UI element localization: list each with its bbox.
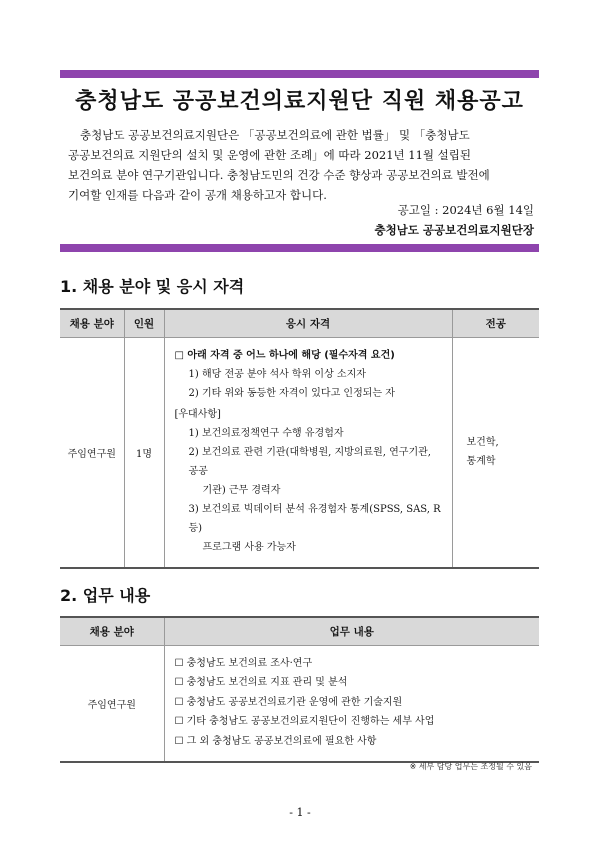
required-item: 1) 해당 전공 분야 석사 학위 이상 소지자 [188,368,366,380]
preference-heading: [우대사항] [174,408,221,420]
header-field: 채용 분야 [60,617,164,645]
duty-item: ☐ 그 외 충청남도 공공보건의료에 필요한 사항 [174,735,377,747]
announcement-date: 공고일 : 2024년 6월 14일 [397,203,534,217]
job-duties-table [60,616,539,763]
duty-item: ☐ 기타 충청남도 공공보건의료지원단이 진행하는 세부 사업 [174,716,435,727]
preference-item-cont: 기관) 근무 경력자 [202,484,281,496]
field-cell: 주임연구원 [60,337,124,568]
header-major: 전공 [452,309,539,337]
count-cell: 1명 [124,337,164,568]
intro-line: 보건의료 분야 연구기관입니다. 충청남도민의 건강 수준 향상과 공공보건의료 발전에 [68,168,490,182]
duty-item: ☐ 충청남도 공공보건의료기관 운영에 관한 기술지원 [174,696,403,708]
table-row [60,337,539,568]
major-line: 보건학, [466,437,499,448]
qualification-cell [164,337,452,568]
bottom-accent-bar [60,244,539,252]
header-count: 인원 [124,309,164,337]
field-cell: 주임연구원 [60,645,164,762]
section-2-title: 2. 업무 내용 [60,586,151,605]
intro-paragraph [68,125,534,205]
table-row [60,645,539,762]
table-header-row [60,309,539,337]
required-heading: □ 아래 자격 중 어느 하나에 해당 (필수자격 요건) [174,349,395,361]
header-qualification: 응시 자격 [164,309,452,337]
intro-line: 기여할 인재를 다음과 같이 공개 채용하고자 합니다. [68,188,327,202]
issuing-organization: 충청남도 공공보건의료지원단장 [374,223,534,237]
duty-item: ☐ 충청남도 보건의료 지표 관리 및 분석 [174,677,348,688]
table-header-row [60,617,539,645]
preference-item: 2) 보건의료 관련 기관(대학병원, 지방의료원, 연구기관, 공공 [188,446,431,477]
duty-item: ☐ 충청남도 보건의료 조사·연구 [174,657,313,669]
intro-line: 충청남도 공공보건의료지원단은 「공공보건의료에 관한 법률」 및 「충청남도 [80,128,470,142]
header-duties: 업무 내용 [164,617,539,645]
intro-line: 공공보건의료 지원단의 설치 및 운영에 관한 조례」에 따라 2021년 11월 설립된 [68,148,472,162]
page-number: - 1 - [289,806,311,819]
duties-cell [164,645,539,762]
duties-note: ※ 세부 담당 업무는 조정될 수 있음 [409,762,532,771]
header-field: 채용 분야 [60,309,124,337]
preference-item-cont: 프로그램 사용 가능자 [202,541,296,553]
preference-item: 1) 보건의료정책연구 수행 유경험자 [188,427,344,439]
required-item: 2) 기타 위와 동등한 자격이 있다고 인정되는 자 [188,387,395,399]
section-1-title: 1. 채용 분야 및 응시 자격 [60,277,245,296]
preference-item: 3) 보건의료 빅데이터 분석 유경험자 통계(SPSS, SAS, R 등) [188,503,441,534]
recruitment-qualification-table [60,308,539,569]
top-accent-bar [60,70,539,78]
major-cell [452,337,539,568]
page-title: 충청남도 공공보건의료지원단 직원 채용공고 [75,89,524,114]
major-line: 통계학 [466,456,496,467]
